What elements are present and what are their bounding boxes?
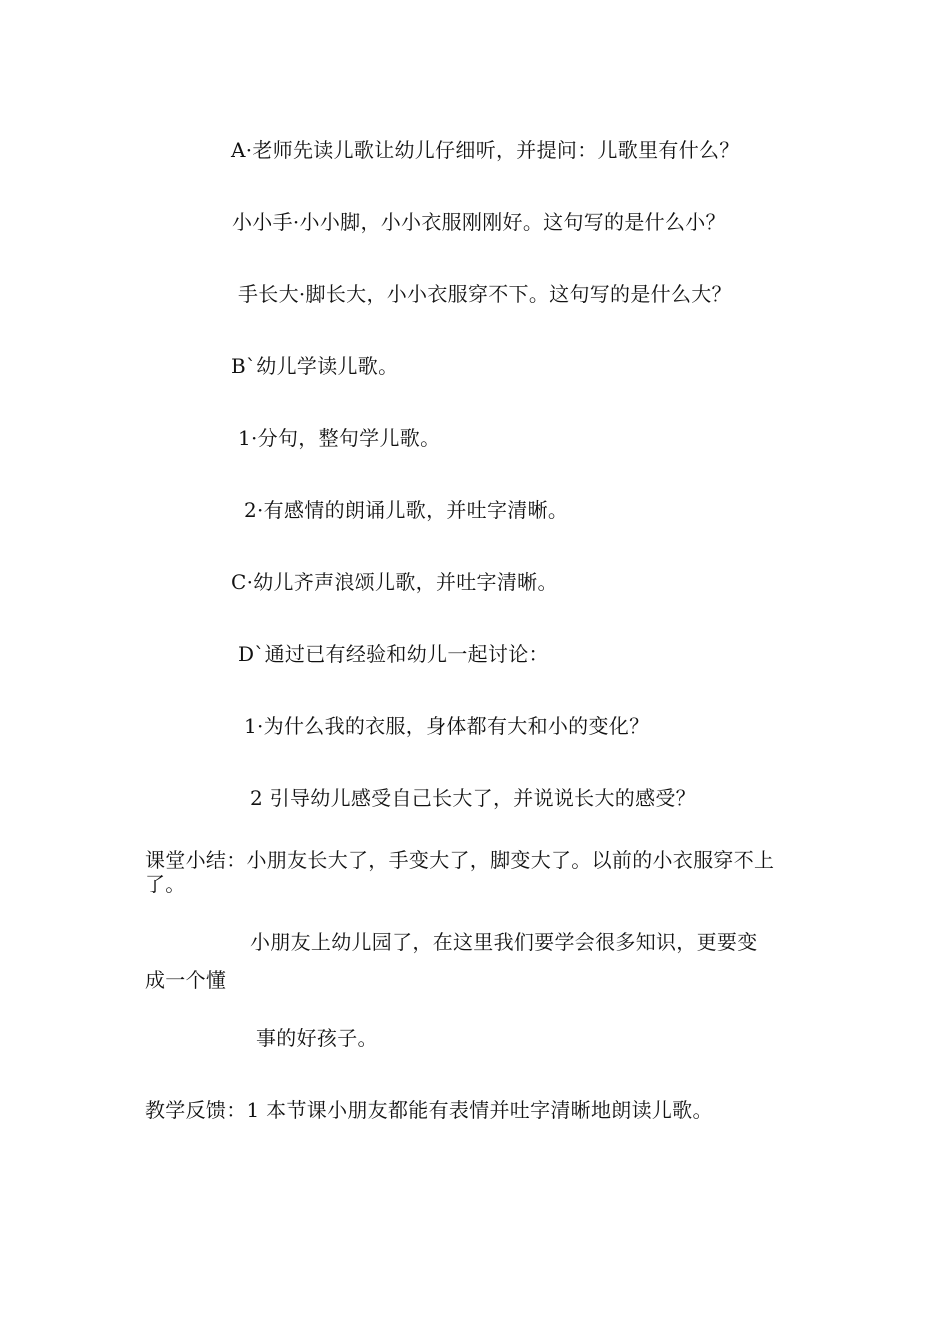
teaching-feedback: 教学反馈：1 本节课小朋友都能有表情并吐字清晰地朗读儿歌。: [145, 1098, 713, 1122]
text-line-13: 成一个懂: [145, 968, 227, 992]
text-line-6: 2·有感情的朗诵儿歌，并吐字清晰。: [244, 498, 569, 522]
text-line-14: 事的好孩子。: [256, 1026, 378, 1050]
text-line-3: 手长大·脚长大，小小衣服穿不下。这句写的是什么大？: [238, 282, 732, 306]
text-line-9: 1·为什么我的衣服，身体都有大和小的变化？: [244, 714, 650, 738]
text-line-1: A·老师先读儿歌让幼儿仔细听，并提问：儿歌里有什么？: [231, 138, 740, 162]
text-line-4: B`幼儿学读儿歌。: [231, 354, 399, 378]
text-line-7: C·幼儿齐声浪颂儿歌，并吐字清晰。: [231, 570, 558, 594]
text-line-5: 1·分句，整句学儿歌。: [238, 426, 441, 450]
text-line-10: 2 引导幼儿感受自己长大了，并说说长大的感受？: [250, 786, 696, 810]
class-summary: 课堂小结：小朋友长大了，手变大了，脚变大了。以前的小衣服穿不上了。: [145, 848, 775, 896]
text-line-12: 小朋友上幼儿园了，在这里我们要学会很多知识，更要变: [250, 930, 758, 954]
text-line-2: 小小手·小小脚，小小衣服刚刚好。这句写的是什么小？: [232, 210, 726, 234]
text-line-8: D`通过已有经验和幼儿一起讨论：: [238, 642, 549, 666]
